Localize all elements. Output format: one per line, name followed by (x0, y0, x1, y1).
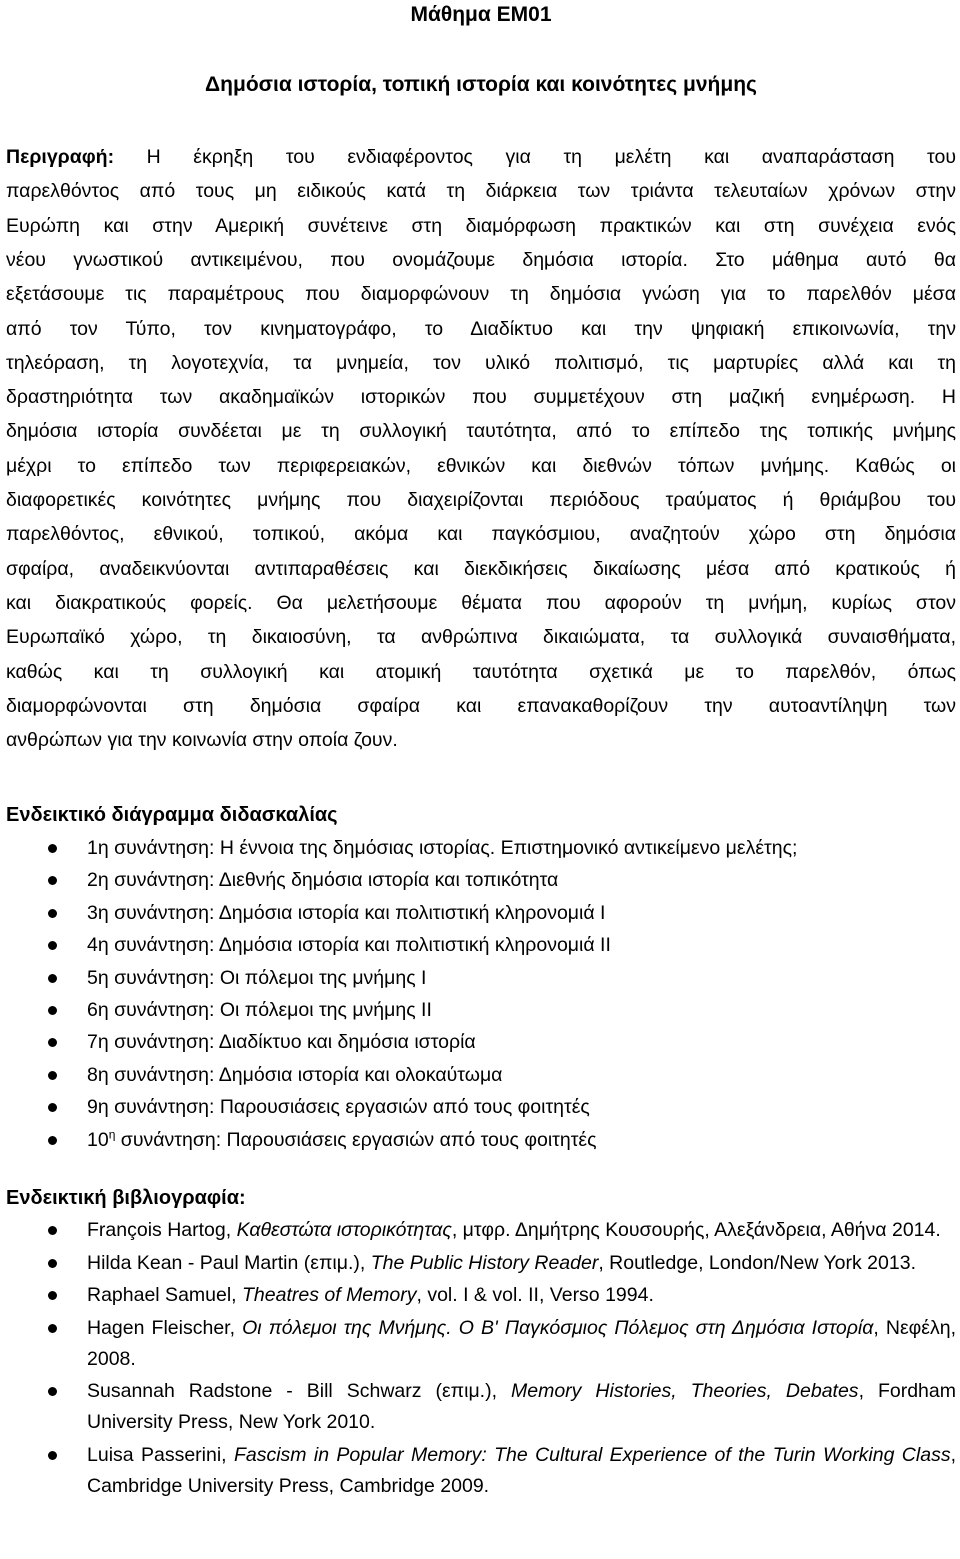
list-item (6, 1215, 956, 1246)
description-line: δραστηριότητα των ακαδημαϊκών ιστορικών που συμμετέχουν στη μαζική ενημέρωση. Η (6, 386, 956, 409)
description-line: μέχρι το επίπεδο των περιφερειακών, εθνικών και διεθνών τόπων μνήμης. Καθώς οι (6, 454, 956, 477)
bullet-icon (48, 1387, 57, 1396)
outline-list (6, 832, 956, 1156)
description-line: διαμορφώνονται στη δημόσια σφαίρα και επανακαθορίζουν την αυτοαντίληψη των (6, 694, 956, 717)
bibliography-heading: Ενδεικτική βιβλιογραφία: (6, 1187, 246, 1209)
biblio-title: Fascism in Popular Memory: The Cultural Experience of the Turin Working Class (233, 1443, 951, 1466)
list-item (6, 994, 956, 1026)
description-line: Ευρώπη και στην Αμερική συνέτεινε στη διαμόρφωση πρακτικών και στη συνέχεια ενός (6, 214, 956, 237)
biblio-author: François Hartog, (87, 1219, 237, 1241)
description-line: Περιγραφή: Η έκρηξη του ενδιαφέροντος για τη μελέτη και αναπαράσταση του (6, 146, 956, 168)
bullet-icon (48, 1259, 57, 1268)
outline-item-text: 9η συνάντηση: Παρουσιάσεις εργασιών από τους φοιτητές (87, 1096, 590, 1119)
list-item (6, 1091, 956, 1123)
bullet-icon (48, 1103, 57, 1112)
bullet-icon (48, 1291, 57, 1300)
biblio-details: , Fordham University Press, New York 2010. (87, 1380, 956, 1433)
biblio-title: Οι πόλεμοι της Μνήμης. Ο Β' Παγκόσμιος Πόλεμος στη Δημόσια Ιστορία (242, 1316, 874, 1339)
bullet-icon (48, 1038, 57, 1047)
bullet-icon (48, 1006, 57, 1015)
list-item (6, 929, 956, 961)
list-item (6, 832, 956, 864)
outline-item-text: 5η συνάντηση: Οι πόλεμοι της μνήμης Ι (87, 966, 427, 989)
biblio-title: The Public History Reader (370, 1251, 599, 1274)
outline-item-text: 3η συνάντηση: Δημόσια ιστορία και πολιτιστική κληρονομιά Ι (87, 901, 606, 924)
outline-item-text: 7η συνάντηση: Διαδίκτυο και δημόσια ιστορία (87, 1031, 476, 1054)
bullet-icon (48, 844, 57, 853)
bullet-icon (48, 1226, 57, 1235)
bullet-icon (48, 876, 57, 885)
list-item (6, 1440, 956, 1502)
description-line: Ευρωπαϊκό χώρο, τη δικαιοσύνη, τα ανθρώπινα δικαιώματα, τα συλλογικά συναισθήματα, (6, 626, 956, 649)
outline-heading: Ενδεικτικό διάγραμμα διδασκαλίας (6, 804, 338, 826)
list-item (6, 1026, 956, 1058)
bullet-icon (48, 974, 57, 983)
description-line: δημόσια ιστορία συνδέεται με τη συλλογική ταυτότητα, από το επίπεδο της τοπικής μνήμης (6, 420, 956, 443)
outline-item-text: 8η συνάντηση: Δημόσια ιστορία και ολοκαύτωμα (87, 1063, 503, 1086)
outline-item-text: 4η συνάντηση: Δημόσια ιστορία και πολιτιστική κληρονομιά ΙΙ (87, 934, 611, 957)
list-item (6, 897, 956, 929)
biblio-details: , vol. I & vol. II, Verso 1994. (416, 1284, 654, 1306)
bullet-icon (48, 1071, 57, 1080)
outline-item-text: 2η συνάντηση: Διεθνής δημόσια ιστορία και τοπικότητα (87, 869, 559, 892)
list-item (6, 1124, 956, 1156)
biblio-title: Memory Histories, Theories, Debates (511, 1380, 859, 1402)
bullet-icon (48, 1324, 57, 1333)
description-line: καθώς και τη συλλογική και ατομική ταυτότητα σχετικά με το παρελθόν, όπως (6, 660, 956, 683)
list-item (6, 1313, 956, 1375)
description-line: εξετάσουμε τις παραμέτρους που διαμορφώνουν τη δημόσια γνώση για το παρελθόν μέσα (6, 283, 956, 306)
biblio-author: Luisa Passerini, (87, 1443, 234, 1466)
biblio-author: Susannah Radstone - Bill Schwarz (επιμ.), (87, 1380, 511, 1402)
list-item (6, 1376, 956, 1438)
description-line: παρελθόντος, εθνικού, τοπικού, ακόμα και παγκόσμιου, αναζητούν χώρο στη δημόσια (6, 523, 956, 546)
outline-item-num: 10 (87, 1128, 109, 1151)
outline-item-text: 1η συνάντηση: Η έννοια της δημόσιας ιστορίας. Επιστημονικό αντικείμενο μελέτης; (87, 837, 798, 859)
biblio-title: Καθεστώτα ιστορικότητας (236, 1219, 452, 1241)
biblio-details: , Νεφέλη, 2008. (87, 1316, 957, 1370)
document-page (6, 0, 957, 1497)
document-subtitle: Δημόσια ιστορία, τοπική ιστορία και κοινότητες μνήμης (205, 73, 757, 96)
biblio-details: , Cambridge University Press, Cambridge 2009. (87, 1443, 956, 1497)
description-line: από τον Τύπο, τον κινηματογράφο, το Διαδίκτυο και την ψηφιακή επικοινωνία, την (6, 317, 956, 340)
bullet-icon (48, 909, 57, 918)
description-paragraph (6, 140, 956, 780)
list-item (6, 864, 956, 896)
description-line: σφαίρα, αναδεικνύονται αντιπαραθέσεις και διεκδικήσεις δικαίωσης μέσα από κρατικούς ή (6, 557, 956, 580)
document-title: Μάθημα ΕΜ01 (410, 3, 552, 26)
description-line: νέου γνωστικού αντικειμένου, που ονομάζουμε δημόσια ιστορία. Στο μάθημα αυτό θα (6, 248, 956, 271)
list-item (6, 1248, 956, 1279)
bullet-icon (48, 941, 57, 950)
bullet-icon (48, 1136, 57, 1145)
outline-item-rest: συνάντηση: Παρουσιάσεις εργασιών από τους φοιτητές (115, 1128, 597, 1151)
biblio-author: Hagen Fleischer, (87, 1316, 243, 1339)
biblio-author: Raphael Samuel, (87, 1284, 243, 1306)
description-line: και διακρατικούς φορείς. Θα μελετήσουμε θέματα που αφορούν τη μνήμη, κυρίως στον (6, 591, 956, 614)
description-line: παρελθόντος από τους μη ειδικούς κατά τη διάρκεια των τριάντα τελευταίων χρόνων στην (6, 180, 956, 203)
biblio-details: , Routledge, London/New York 2013. (598, 1251, 916, 1274)
outline-item-sup: η (108, 1127, 116, 1142)
description-line: διαφορετικές κοινότητες μνήμης που διαχειρίζονται περιόδους τραύματος ή θριάμβου του (6, 489, 956, 511)
biblio-details: , μτφρ. Δημήτρης Κουσουρής, Αλεξάνδρεια, Αθήνα 2014. (451, 1219, 941, 1241)
bibliography-list (6, 1215, 956, 1503)
biblio-title: Theatres of Memory (242, 1284, 417, 1306)
biblio-author: Hilda Kean - Paul Martin (επιμ.), (87, 1251, 371, 1274)
description-line: τηλεόραση, τη λογοτεχνία, τα μνημεία, τον υλικό πολιτισμό, τις μαρτυρίες αλλά και τη (6, 351, 956, 374)
description-line: ανθρώπων για την κοινωνία στην οποία ζουν. (6, 729, 398, 752)
list-item (6, 1280, 956, 1311)
bullet-icon (48, 1451, 57, 1460)
list-item (6, 1059, 956, 1091)
description-label: Περιγραφή: (6, 146, 115, 168)
outline-item-text: 6η συνάντηση: Οι πόλεμοι της μνήμης ΙΙ (87, 998, 432, 1021)
list-item (6, 962, 956, 994)
